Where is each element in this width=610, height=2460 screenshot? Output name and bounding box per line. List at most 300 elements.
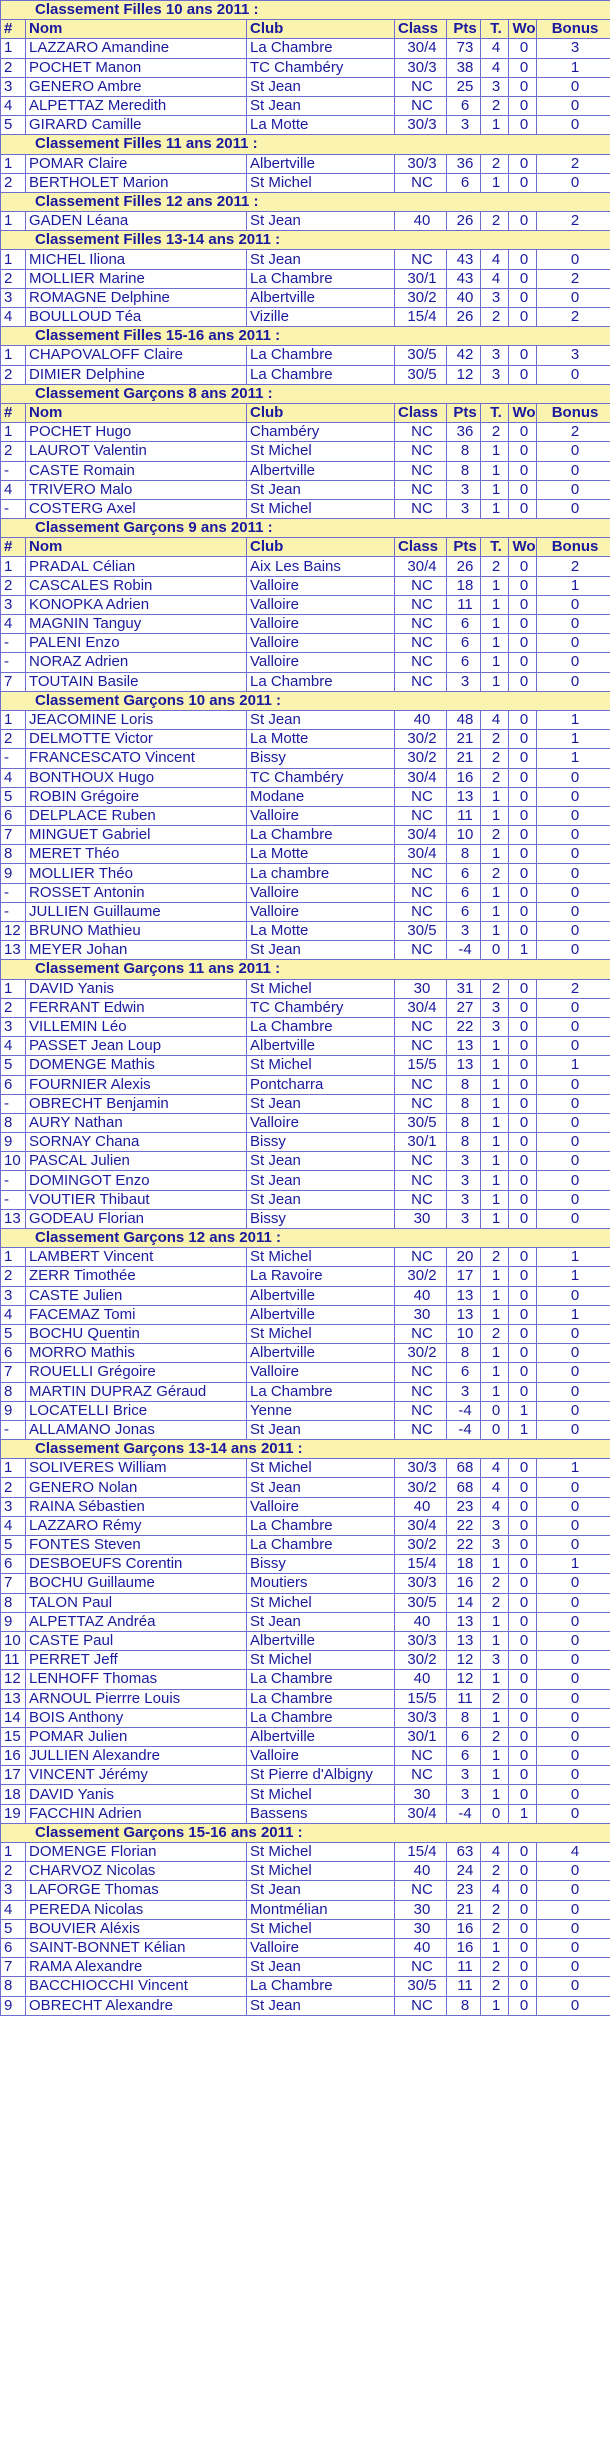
column-header-name: Nom — [26, 20, 247, 39]
table-row — [1, 77, 610, 96]
cell-class: 30/3 — [395, 1631, 447, 1650]
column-header-rank: # — [1, 538, 26, 557]
cell-name: MOLLIER Marine — [26, 269, 247, 288]
cell-rank: 13 — [1, 941, 26, 960]
table-row — [1, 1363, 610, 1382]
cell-points: 17 — [447, 1267, 481, 1286]
cell-club: La Chambre — [247, 1382, 395, 1401]
cell-class: 40 — [395, 1286, 447, 1305]
cell-points: 63 — [447, 1843, 481, 1862]
cell-points: 8 — [447, 1075, 481, 1094]
table-row — [1, 269, 610, 288]
cell-tournaments: 2 — [481, 1324, 509, 1343]
cell-rank: - — [1, 883, 26, 902]
cell-points: 8 — [447, 1344, 481, 1363]
cell-rank: 1 — [1, 1459, 26, 1478]
cell-class: 30 — [395, 1209, 447, 1228]
cell-rank: 2 — [1, 1862, 26, 1881]
cell-bonus: 0 — [537, 826, 610, 845]
cell-class: 40 — [395, 212, 447, 231]
cell-class: NC — [395, 1958, 447, 1977]
cell-name: MAGNIN Tanguy — [26, 615, 247, 634]
cell-rank: - — [1, 653, 26, 672]
cell-club: Albertville — [247, 1727, 395, 1746]
cell-rank: 6 — [1, 1555, 26, 1574]
cell-tournaments: 1 — [481, 1152, 509, 1171]
cell-class: NC — [395, 1766, 447, 1785]
cell-rank: 1 — [1, 212, 26, 231]
cell-bonus: 1 — [537, 1305, 610, 1324]
cell-bonus: 2 — [537, 154, 610, 173]
cell-bonus: 0 — [537, 173, 610, 192]
cell-bonus: 0 — [537, 499, 610, 518]
section-title: Classement Filles 12 ans 2011 : — [1, 192, 610, 211]
cell-club: La Chambre — [247, 1689, 395, 1708]
cell-bonus: 1 — [537, 1056, 610, 1075]
cell-name: DOMINGOT Enzo — [26, 1171, 247, 1190]
cell-points: 13 — [447, 1305, 481, 1324]
section-title-row — [1, 691, 610, 710]
cell-walkovers: 0 — [509, 902, 537, 921]
cell-walkovers: 0 — [509, 1670, 537, 1689]
cell-walkovers: 0 — [509, 1171, 537, 1190]
cell-club: Albertville — [247, 1344, 395, 1363]
cell-walkovers: 0 — [509, 346, 537, 365]
cell-walkovers: 0 — [509, 1843, 537, 1862]
cell-tournaments: 1 — [481, 1708, 509, 1727]
cell-club: St Jean — [247, 212, 395, 231]
cell-class: 30/3 — [395, 1459, 447, 1478]
cell-bonus: 0 — [537, 634, 610, 653]
cell-class: NC — [395, 902, 447, 921]
cell-tournaments: 0 — [481, 941, 509, 960]
cell-class: NC — [395, 499, 447, 518]
cell-tournaments: 4 — [481, 269, 509, 288]
cell-name: LAFORGE Thomas — [26, 1881, 247, 1900]
cell-bonus: 0 — [537, 1977, 610, 1996]
cell-bonus: 0 — [537, 1478, 610, 1497]
column-header-bonus: Bonus — [537, 538, 610, 557]
cell-tournaments: 1 — [481, 1344, 509, 1363]
cell-tournaments: 1 — [481, 1766, 509, 1785]
cell-bonus: 0 — [537, 1938, 610, 1957]
cell-points: 8 — [447, 1094, 481, 1113]
cell-points: -4 — [447, 1804, 481, 1823]
cell-tournaments: 1 — [481, 787, 509, 806]
column-header-class: Class — [395, 403, 447, 422]
cell-name: LAMBERT Vincent — [26, 1248, 247, 1267]
cell-name: PASSET Jean Loup — [26, 1037, 247, 1056]
cell-rank: 12 — [1, 922, 26, 941]
cell-walkovers: 0 — [509, 710, 537, 729]
column-header-class: Class — [395, 20, 447, 39]
section-title-row — [1, 327, 610, 346]
cell-points: 68 — [447, 1478, 481, 1497]
cell-walkovers: 0 — [509, 173, 537, 192]
section-title-row — [1, 1823, 610, 1842]
cell-class: NC — [395, 1075, 447, 1094]
cell-points: 6 — [447, 1363, 481, 1382]
cell-class: 15/4 — [395, 1555, 447, 1574]
cell-bonus: 1 — [537, 1459, 610, 1478]
cell-tournaments: 1 — [481, 806, 509, 825]
cell-bonus: 0 — [537, 768, 610, 787]
cell-name: FACEMAZ Tomi — [26, 1305, 247, 1324]
cell-points: 16 — [447, 768, 481, 787]
table-row — [1, 58, 610, 77]
cell-name: ROUELLI Grégoire — [26, 1363, 247, 1382]
cell-club: St Michel — [247, 1593, 395, 1612]
cell-name: KONOPKA Adrien — [26, 595, 247, 614]
cell-tournaments: 3 — [481, 288, 509, 307]
cell-name: GIRARD Camille — [26, 116, 247, 135]
cell-club: La Chambre — [247, 1708, 395, 1727]
cell-tournaments: 4 — [481, 1881, 509, 1900]
cell-tournaments: 3 — [481, 1017, 509, 1036]
column-header-tournaments: T. — [481, 403, 509, 422]
cell-class: 30/1 — [395, 1133, 447, 1152]
cell-walkovers: 0 — [509, 1651, 537, 1670]
cell-club: TC Chambéry — [247, 998, 395, 1017]
cell-name: RAINA Sébastien — [26, 1497, 247, 1516]
column-header-points: Pts — [447, 403, 481, 422]
cell-bonus: 0 — [537, 1785, 610, 1804]
cell-bonus: 0 — [537, 615, 610, 634]
cell-tournaments: 4 — [481, 1843, 509, 1862]
cell-walkovers: 0 — [509, 1133, 537, 1152]
cell-name: POCHET Hugo — [26, 423, 247, 442]
cell-class: 30/5 — [395, 1113, 447, 1132]
cell-club: La Chambre — [247, 365, 395, 384]
cell-points: 11 — [447, 1977, 481, 1996]
cell-name: MEYER Johan — [26, 941, 247, 960]
cell-rank: 8 — [1, 1382, 26, 1401]
cell-tournaments: 1 — [481, 461, 509, 480]
cell-class: 30/3 — [395, 58, 447, 77]
cell-club: St Michel — [247, 1248, 395, 1267]
cell-tournaments: 1 — [481, 480, 509, 499]
cell-class: NC — [395, 1152, 447, 1171]
cell-points: 12 — [447, 1670, 481, 1689]
cell-bonus: 0 — [537, 1037, 610, 1056]
cell-club: La Chambre — [247, 1017, 395, 1036]
cell-tournaments: 1 — [481, 1382, 509, 1401]
cell-class: 30/2 — [395, 288, 447, 307]
cell-points: 23 — [447, 1497, 481, 1516]
cell-bonus: 2 — [537, 979, 610, 998]
cell-club: Albertville — [247, 1631, 395, 1650]
cell-club: St Michel — [247, 1919, 395, 1938]
cell-class: NC — [395, 1017, 447, 1036]
cell-walkovers: 0 — [509, 1593, 537, 1612]
cell-class: 30/4 — [395, 1516, 447, 1535]
cell-class: 40 — [395, 1497, 447, 1516]
cell-rank: 3 — [1, 595, 26, 614]
cell-points: 27 — [447, 998, 481, 1017]
cell-walkovers: 0 — [509, 1958, 537, 1977]
cell-points: 26 — [447, 557, 481, 576]
cell-rank: 10 — [1, 1631, 26, 1650]
cell-points: 16 — [447, 1919, 481, 1938]
cell-points: 3 — [447, 1766, 481, 1785]
cell-walkovers: 0 — [509, 1286, 537, 1305]
cell-club: Valloire — [247, 1363, 395, 1382]
table-row — [1, 749, 610, 768]
cell-rank: 12 — [1, 1670, 26, 1689]
table-row — [1, 1900, 610, 1919]
cell-points: 3 — [447, 1152, 481, 1171]
cell-name: POCHET Manon — [26, 58, 247, 77]
cell-walkovers: 0 — [509, 672, 537, 691]
cell-bonus: 0 — [537, 1324, 610, 1343]
cell-bonus: 2 — [537, 423, 610, 442]
cell-walkovers: 0 — [509, 39, 537, 58]
cell-club: St Jean — [247, 1958, 395, 1977]
cell-points: 8 — [447, 1708, 481, 1727]
cell-club: Montmélian — [247, 1900, 395, 1919]
table-row — [1, 461, 610, 480]
cell-class: NC — [395, 96, 447, 115]
cell-bonus: 0 — [537, 1612, 610, 1631]
cell-walkovers: 0 — [509, 1267, 537, 1286]
cell-walkovers: 0 — [509, 288, 537, 307]
cell-points: 25 — [447, 77, 481, 96]
table-row — [1, 288, 610, 307]
table-row — [1, 1401, 610, 1420]
cell-walkovers: 0 — [509, 1881, 537, 1900]
cell-class: 30/2 — [395, 730, 447, 749]
cell-points: 21 — [447, 749, 481, 768]
cell-class: 30/3 — [395, 1708, 447, 1727]
table-row — [1, 1785, 610, 1804]
cell-walkovers: 0 — [509, 1574, 537, 1593]
cell-tournaments: 3 — [481, 1651, 509, 1670]
table-row — [1, 1977, 610, 1996]
table-row — [1, 1747, 610, 1766]
cell-walkovers: 1 — [509, 1401, 537, 1420]
cell-name: FACCHIN Adrien — [26, 1804, 247, 1823]
cell-name: DELMOTTE Victor — [26, 730, 247, 749]
cell-walkovers: 0 — [509, 1113, 537, 1132]
cell-class: 30/4 — [395, 845, 447, 864]
column-header-points: Pts — [447, 538, 481, 557]
cell-points: 3 — [447, 1785, 481, 1804]
cell-tournaments: 1 — [481, 576, 509, 595]
table-row — [1, 1996, 610, 2015]
cell-bonus: 1 — [537, 58, 610, 77]
cell-walkovers: 0 — [509, 595, 537, 614]
table-row — [1, 1804, 610, 1823]
cell-walkovers: 0 — [509, 749, 537, 768]
cell-club: Valloire — [247, 634, 395, 653]
cell-tournaments: 2 — [481, 749, 509, 768]
cell-club: St Michel — [247, 1862, 395, 1881]
cell-club: Bissy — [247, 1555, 395, 1574]
cell-bonus: 0 — [537, 1344, 610, 1363]
cell-name: GENERO Ambre — [26, 77, 247, 96]
cell-rank: 6 — [1, 806, 26, 825]
cell-name: TRIVERO Malo — [26, 480, 247, 499]
column-header-name: Nom — [26, 403, 247, 422]
cell-name: AURY Nathan — [26, 1113, 247, 1132]
cell-club: St Jean — [247, 1152, 395, 1171]
cell-bonus: 0 — [537, 941, 610, 960]
cell-rank: 5 — [1, 1536, 26, 1555]
cell-points: 16 — [447, 1574, 481, 1593]
cell-rank: 3 — [1, 288, 26, 307]
cell-bonus: 0 — [537, 864, 610, 883]
cell-club: St Jean — [247, 1171, 395, 1190]
cell-tournaments: 1 — [481, 653, 509, 672]
cell-club: Albertville — [247, 1305, 395, 1324]
cell-name: ROMAGNE Delphine — [26, 288, 247, 307]
cell-club: La Chambre — [247, 672, 395, 691]
cell-rank: - — [1, 634, 26, 653]
cell-name: GODEAU Florian — [26, 1209, 247, 1228]
cell-tournaments: 1 — [481, 595, 509, 614]
cell-rank: - — [1, 499, 26, 518]
cell-tournaments: 1 — [481, 1996, 509, 2015]
cell-rank: 1 — [1, 710, 26, 729]
cell-points: 8 — [447, 845, 481, 864]
cell-class: NC — [395, 806, 447, 825]
cell-tournaments: 3 — [481, 998, 509, 1017]
cell-class: NC — [395, 672, 447, 691]
section-title-row — [1, 231, 610, 250]
cell-bonus: 0 — [537, 787, 610, 806]
cell-walkovers: 0 — [509, 77, 537, 96]
table-row — [1, 39, 610, 58]
cell-club: Valloire — [247, 1497, 395, 1516]
cell-walkovers: 0 — [509, 1727, 537, 1746]
cell-rank: 9 — [1, 1401, 26, 1420]
cell-class: 30/3 — [395, 116, 447, 135]
cell-class: 30 — [395, 1919, 447, 1938]
cell-name: MORRO Mathis — [26, 1344, 247, 1363]
cell-walkovers: 0 — [509, 116, 537, 135]
cell-walkovers: 0 — [509, 1190, 537, 1209]
cell-name: COSTERG Axel — [26, 499, 247, 518]
cell-bonus: 0 — [537, 1017, 610, 1036]
cell-bonus: 0 — [537, 1516, 610, 1535]
cell-points: 43 — [447, 269, 481, 288]
cell-tournaments: 0 — [481, 1420, 509, 1439]
table-row — [1, 308, 610, 327]
cell-tournaments: 1 — [481, 1056, 509, 1075]
cell-points: 18 — [447, 1555, 481, 1574]
cell-walkovers: 0 — [509, 461, 537, 480]
cell-walkovers: 0 — [509, 1459, 537, 1478]
cell-club: Albertville — [247, 1286, 395, 1305]
cell-rank: 8 — [1, 1977, 26, 1996]
cell-bonus: 0 — [537, 902, 610, 921]
section-title: Classement Filles 13-14 ans 2011 : — [1, 231, 610, 250]
cell-points: -4 — [447, 1401, 481, 1420]
cell-points: 36 — [447, 154, 481, 173]
cell-tournaments: 2 — [481, 1574, 509, 1593]
cell-bonus: 0 — [537, 1401, 610, 1420]
cell-tournaments: 3 — [481, 365, 509, 384]
cell-club: Albertville — [247, 461, 395, 480]
column-header-row — [1, 403, 610, 422]
cell-walkovers: 0 — [509, 250, 537, 269]
cell-walkovers: 0 — [509, 1324, 537, 1343]
cell-points: 8 — [447, 1133, 481, 1152]
cell-bonus: 0 — [537, 1996, 610, 2015]
cell-tournaments: 2 — [481, 423, 509, 442]
cell-class: NC — [395, 653, 447, 672]
cell-club: Yenne — [247, 1401, 395, 1420]
cell-class: NC — [395, 173, 447, 192]
cell-club: La chambre — [247, 864, 395, 883]
cell-class: 15/5 — [395, 1056, 447, 1075]
cell-rank: 3 — [1, 1881, 26, 1900]
cell-walkovers: 0 — [509, 1056, 537, 1075]
cell-class: NC — [395, 423, 447, 442]
cell-club: Valloire — [247, 615, 395, 634]
cell-rank: 1 — [1, 39, 26, 58]
cell-walkovers: 0 — [509, 653, 537, 672]
cell-tournaments: 1 — [481, 1133, 509, 1152]
cell-name: BONTHOUX Hugo — [26, 768, 247, 787]
table-row — [1, 96, 610, 115]
column-header-row — [1, 20, 610, 39]
cell-name: BERTHOLET Marion — [26, 173, 247, 192]
cell-tournaments: 1 — [481, 1670, 509, 1689]
cell-tournaments: 3 — [481, 1516, 509, 1535]
cell-club: St Jean — [247, 77, 395, 96]
cell-points: 8 — [447, 1996, 481, 2015]
cell-tournaments: 1 — [481, 1305, 509, 1324]
table-row — [1, 557, 610, 576]
cell-rank: 3 — [1, 1286, 26, 1305]
cell-club: St Jean — [247, 480, 395, 499]
table-row — [1, 883, 610, 902]
cell-rank: 14 — [1, 1708, 26, 1727]
cell-bonus: 0 — [537, 922, 610, 941]
results-body — [1, 1, 610, 2016]
cell-tournaments: 1 — [481, 615, 509, 634]
cell-club: St Jean — [247, 710, 395, 729]
cell-class: 30/5 — [395, 1593, 447, 1612]
cell-name: ROSSET Antonin — [26, 883, 247, 902]
cell-class: 30/2 — [395, 1344, 447, 1363]
table-row — [1, 826, 610, 845]
cell-points: 21 — [447, 1900, 481, 1919]
cell-name: FRANCESCATO Vincent — [26, 749, 247, 768]
cell-points: 13 — [447, 787, 481, 806]
cell-bonus: 0 — [537, 1708, 610, 1727]
cell-points: 6 — [447, 615, 481, 634]
cell-class: 30 — [395, 1305, 447, 1324]
cell-club: St Jean — [247, 1996, 395, 2015]
cell-points: 10 — [447, 826, 481, 845]
cell-bonus: 0 — [537, 77, 610, 96]
cell-tournaments: 1 — [481, 1612, 509, 1631]
table-row — [1, 1881, 610, 1900]
cell-walkovers: 0 — [509, 979, 537, 998]
cell-tournaments: 1 — [481, 883, 509, 902]
cell-club: La Ravoire — [247, 1267, 395, 1286]
cell-rank: 8 — [1, 1113, 26, 1132]
cell-points: 6 — [447, 1747, 481, 1766]
cell-rank: 2 — [1, 1267, 26, 1286]
cell-class: NC — [395, 1190, 447, 1209]
column-header-name: Nom — [26, 538, 247, 557]
table-row — [1, 1651, 610, 1670]
table-row — [1, 1862, 610, 1881]
cell-points: 13 — [447, 1037, 481, 1056]
